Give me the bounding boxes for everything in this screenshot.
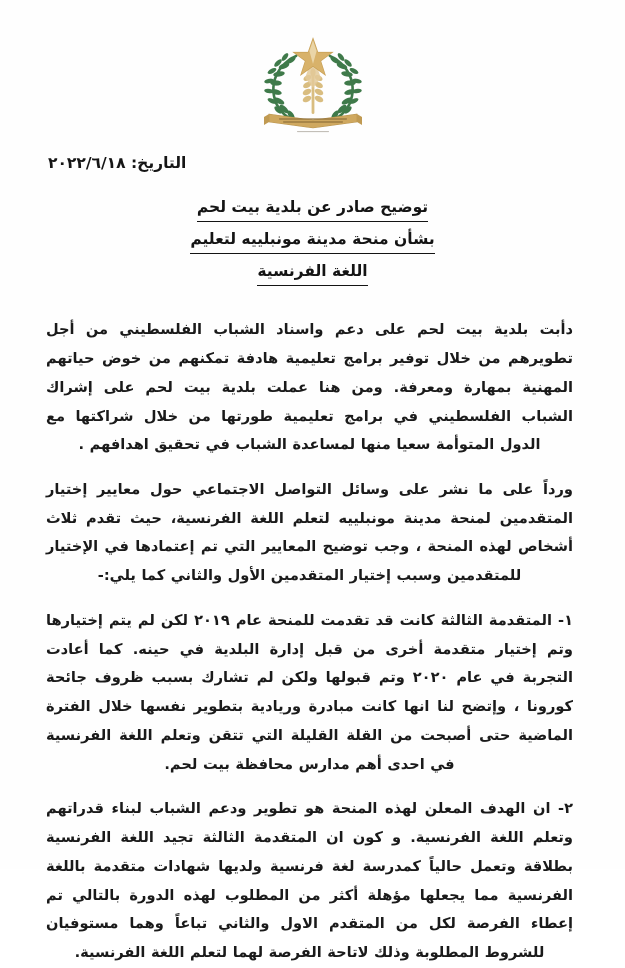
banner-ribbon-icon [264, 114, 362, 128]
bethlehem-municipality-emblem-icon [249, 34, 377, 138]
paragraph-point-2: ٢- ان الهدف المعلن لهذه المنحة هو تطوير ودعم الشباب لبناء قدراتهم وتعلم اللغة الفرنسية. و كون ان المتقدمة الثالثة تجيد اللغة الفرنسية بطلاقة وتعمل حالياً كمدرسة لغة فرنسية ولديها شهادات متقدمة باللغة الفرنسية مما يجعلها مؤهلة أكثر من المطلوب لهذه الدورة بالتالي تم إعطاء الفرصة لكل من المتقدم الاول والثاني تباعاً وهما مستوفيان للشروط المطلوبة وذلك لاتاحة الفرصة لهما لتعلم اللغة الفرنسية. [46, 800, 573, 962]
date-line [0, 154, 625, 172]
emblem-container [0, 0, 625, 132]
title-line-2: بشأن منحة مدينة مونبلييه لتعليم [190, 227, 434, 254]
title-line-1: توضيح صادر عن بلدية بيت لحم [197, 195, 428, 222]
paragraph-point-1: ١- المتقدمة الثالثة كانت قد تقدمت للمنحة عام ٢٠١٩ لكن لم يتم إختيارها وتم إختيار متقدمة أخرى من قبل إدارة البلدية في حينه. كما أعادت التجربة في عام ٢٠٢٠ وتم قبولها ولكن لم تشارك بسبب ظروف جائحة كورونا ، وإتضح لنا انها كانت مبادرة وريادية بتطوير نفسها خلال الفترة الماضية حتى أصبحت من القلة القليلة التي تتقن وتعلم اللغة الفرنسية في احدى أهم مدارس محافظة بيت لحم. [46, 611, 573, 773]
title-line-2-row [0, 226, 625, 258]
document-body [0, 316, 625, 967]
date-value: ٢٠٢٢/٦/١٨ [48, 154, 126, 172]
title-line-1-row [0, 194, 625, 226]
date-label: التاريخ: [130, 154, 187, 172]
paragraph-response: ورداً على ما نشر على وسائل التواصل الاجتماعي حول معايير إختيار المتقدمين لمنحة مدينة مونبلييه لتعلم اللغة الفرنسية، حيث تقدم ثلاث أشخاص لهذه المنحة ، وجب توضيح المعايير التي تم إعتمادها في الإختيار للمتقدمين وسبب إختيار المتقدمين الأول والثاني كما يلي:- [46, 481, 573, 585]
title-line-3: اللغة الفرنسية [257, 259, 367, 286]
document-title [0, 194, 625, 290]
title-line-3-row [0, 258, 625, 290]
paragraph-intro: دأبت بلدية بيت لحم على دعم واسناد الشباب الفلسطيني من أجل تطويرهم من خلال توفير برامج تعليمية هادفة تمكنهم من خوض حياتهم المهنية بمهارة ومعرفة. ومن هنا عملت بلدية بيت لحم على إشراك الشباب الفلسطيني في برامج تعليمية طورتها من خلال شراكتها مع الدول المتوأمة سعيا منها لمساعدة الشباب في تحقيق اهدافهم . [46, 321, 573, 454]
